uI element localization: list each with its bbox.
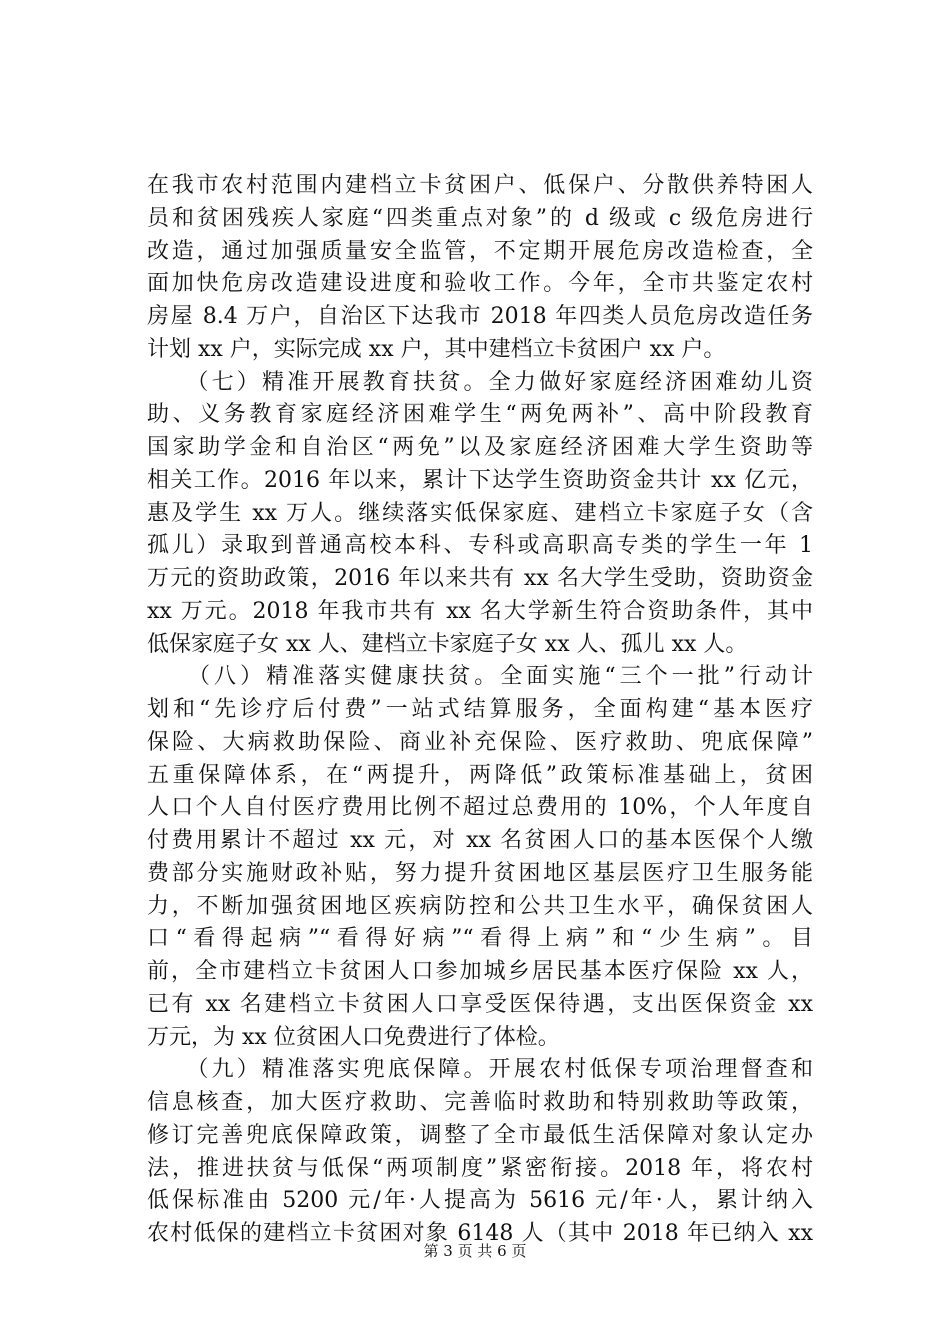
text-line: 国家助学金和自治区“两免”以及家庭经济困难大学生资助等 xyxy=(147,435,813,460)
text-line: 口“看得起病”“看得好病”“看得上病”和“少生病”。目 xyxy=(147,926,813,952)
text-line: 相关工作。2016 年以来，累计下达学生资助资金共计 xx 亿元， xyxy=(147,467,813,493)
text-line: 房屋 8.4 万户，自治区下达我市 2018 年四类人员危房改造任务 xyxy=(147,304,813,329)
text-line: 惠及学生 xx 万人。继续落实低保家庭、建档立卡家庭子女（含 xyxy=(147,500,813,526)
text-line: 面加快危房改造建设进度和验收工作。今年，全市共鉴定农村 xyxy=(147,271,813,297)
text-line: 付费用累计不超过 xx 元，对 xx 名贫困人口的基本医保个人缴 xyxy=(147,828,813,853)
text-line: 员和贫困残疾人家庭“四类重点对象”的 d 级或 c 级危房进行 xyxy=(147,205,813,231)
text-line: 万元的资助政策，2016 年以来共有 xx 名大学生受助，资助资金 xyxy=(147,566,813,591)
text-line: 孤儿）录取到普通高校本科、专科或高职高专类的学生一年 1 xyxy=(147,533,813,559)
text-line: 人口个人自付医疗费用比例不超过总费用的 10%，个人年度自 xyxy=(147,795,813,821)
text-line: 改造，通过加强质量安全监管，不定期开展危房改造检查，全 xyxy=(147,238,813,264)
body-text xyxy=(147,170,813,1251)
text-line: 在我市农村范围内建档立卡贫困户、低保户、分散供养特困人 xyxy=(147,173,813,198)
text-line: 农村低保的建档立卡贫困对象 6148 人（其中 2018 年已纳入 xx xyxy=(147,1221,813,1246)
text-line: 费部分实施财政补贴，努力提升贫困地区基层医疗卫生服务能 xyxy=(147,860,813,886)
text-line: 法，推进扶贫与低保“两项制度”紧密衔接。2018 年，将农村 xyxy=(147,1155,813,1181)
text-line: 前，全市建档立卡贫困人口参加城乡居民基本医疗保险 xx 人， xyxy=(147,959,813,984)
text-line: 信息核查，加大医疗救助、完善临时救助和特别救助等政策， xyxy=(147,1090,813,1115)
text-line: 划和“先诊疗后付费”一站式结算服务，全面构建“基本医疗 xyxy=(147,697,813,722)
text-line: 已有 xx 名建档立卡贫困人口享受医保待遇，支出医保资金 xx xyxy=(147,991,813,1017)
text-line: xx 万元。2018 年我市共有 xx 名大学新生符合资助条件，其中 xyxy=(147,598,813,624)
text-line: 低保家庭子女 xx 人、建档立卡家庭子女 xx 人、孤儿 xx 人。 xyxy=(147,631,748,657)
page-footer: 第 3 页 共 6 页 xyxy=(423,1242,527,1260)
text-line: 修订完善兜底保障政策，调整了全市最低生活保障对象认定办 xyxy=(147,1122,813,1148)
text-line: （九）精准落实兜底保障。开展农村低保专项治理督查和 xyxy=(147,1057,813,1083)
text-line: 万元，为 xx 位贫困人口免费进行了体检。 xyxy=(147,1024,560,1050)
text-line: 低保标准由 5200 元/年·人提高为 5616 元/年·人，累计纳入 xyxy=(147,1188,813,1214)
text-line: 保险、大病救助保险、商业补充保险、医疗救助、兜底保障” xyxy=(147,729,813,755)
text-line: 五重保障体系，在“两提升，两降低”政策标准基础上，贫困 xyxy=(147,762,813,788)
text-line: 力，不断加强贫困地区疾病防控和公共卫生水平，确保贫困人 xyxy=(147,893,813,919)
text-line: （八）精准落实健康扶贫。全面实施“三个一批”行动计 xyxy=(147,664,813,690)
text-line: 计划 xx 户，实际完成 xx 户，其中建档立卡贫困户 xx 户。 xyxy=(147,336,726,362)
text-line: 助、义务教育家庭经济困难学生“两免两补”、高中阶段教育 xyxy=(147,402,813,428)
text-line: （七）精准开展教育扶贫。全力做好家庭经济困难幼儿资 xyxy=(147,369,813,395)
